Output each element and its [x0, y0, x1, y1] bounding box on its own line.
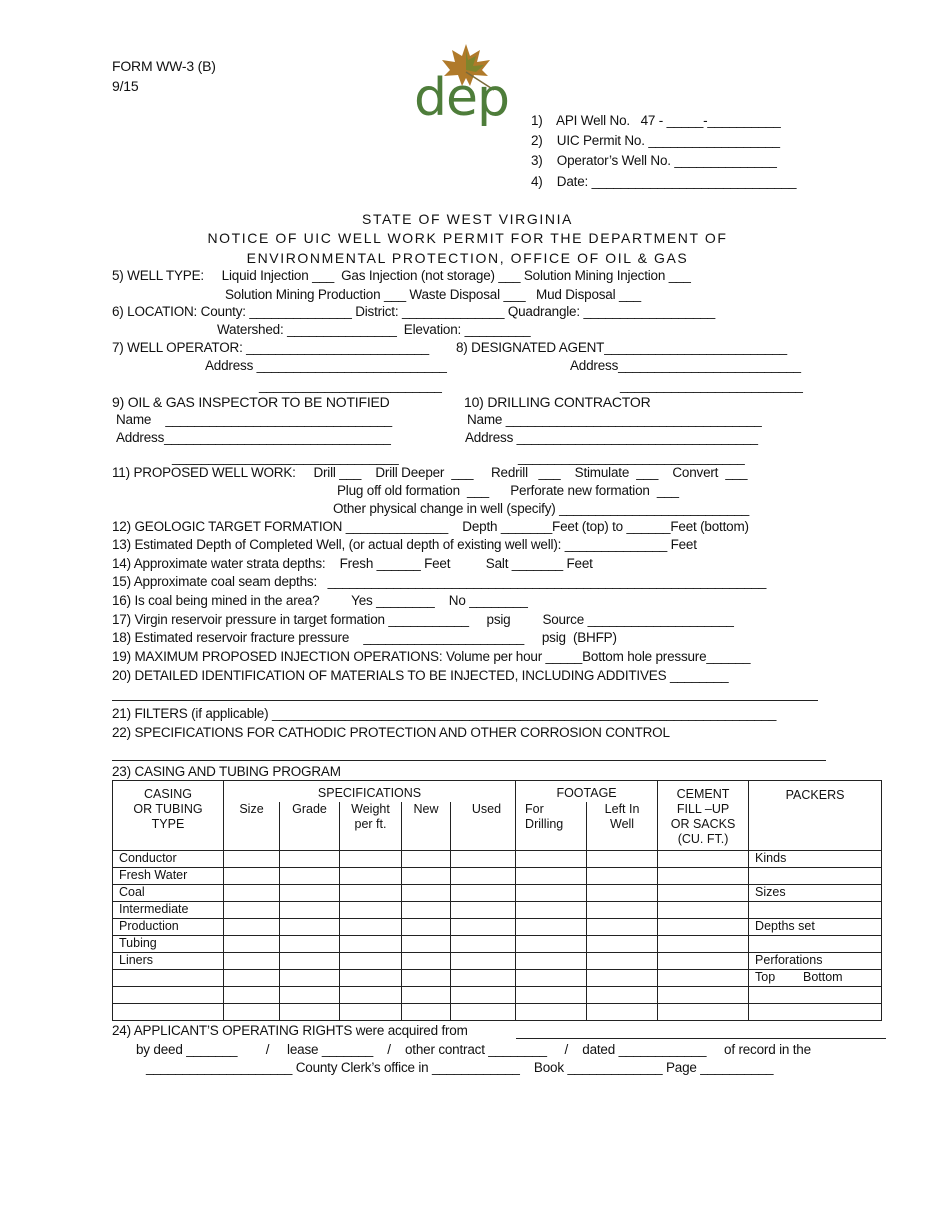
packers-label[interactable] — [749, 986, 882, 1003]
title-office: ENVIRONMENTAL PROTECTION, OFFICE OF OIL & GAS — [246, 250, 689, 266]
inspector-address-field[interactable]: Address_______________________________ — [116, 430, 391, 445]
well-type-line2[interactable]: Solution Mining Production ___ Waste Disposal ___ Mud Disposal ___ — [225, 287, 641, 302]
dep-logo — [412, 42, 516, 132]
filters-field[interactable]: 21) FILTERS (if applicable) _____________________________________________________________________ — [112, 706, 777, 721]
geologic-target-field[interactable]: 12) GEOLOGIC TARGET FORMATION ______________ Depth _______Feet (top) to ______Feet (bottom) — [112, 519, 749, 534]
header-weight: Weight per ft. — [340, 802, 402, 850]
logo-text: dep — [414, 68, 510, 128]
operator-address-line2[interactable]: _________________________ — [259, 378, 442, 393]
table-row — [113, 901, 882, 918]
max-injection-field[interactable]: 19) MAXIMUM PROPOSED INJECTION OPERATIONS: Volume per hour _____Bottom hole pressure______ — [112, 649, 751, 664]
casing-type-label[interactable] — [113, 986, 224, 1003]
header-cement: CEMENT FILL –UP OR SACKS (CU. FT.) — [658, 781, 749, 851]
location-line2[interactable]: Watershed: _______________ Elevation: _________ — [217, 322, 531, 337]
table-row — [113, 952, 882, 969]
packers-label: Perforations — [749, 952, 882, 969]
well-type-line1[interactable]: 5) WELL TYPE: Liquid Injection ___ Gas Injection (not storage) ___ Solution Mining Injection ___ — [112, 268, 691, 283]
packers-label[interactable] — [749, 867, 882, 884]
contractor-address-line2[interactable]: _______________________________ — [518, 450, 745, 465]
casing-type-label: Conductor — [113, 850, 224, 867]
packers-label[interactable] — [749, 935, 882, 952]
cathodic-protection-heading: 22) SPECIFICATIONS FOR CATHODIC PROTECTION AND OTHER CORROSION CONTROL — [112, 725, 670, 740]
cathodic-blank-line[interactable] — [112, 760, 826, 761]
packers-label[interactable] — [749, 1003, 882, 1020]
table-row — [113, 918, 882, 935]
table-row — [113, 850, 882, 867]
operating-rights-line3[interactable]: ____________________ County Clerk’s office in ____________ Book _____________ Page __________ — [146, 1060, 774, 1075]
header-used: Used — [451, 802, 516, 850]
form-id: FORM WW-3 (B) — [112, 58, 216, 74]
header-new: New — [402, 802, 451, 850]
header-size: Size — [224, 802, 280, 850]
casing-type-label: Production — [113, 918, 224, 935]
header-casing-type: CASING OR TUBING TYPE — [113, 781, 224, 851]
casing-type-label: Intermediate — [113, 901, 224, 918]
casing-type-label[interactable] — [113, 1003, 224, 1020]
drilling-contractor-heading: 10) DRILLING CONTRACTOR — [464, 394, 651, 410]
casing-type-label[interactable] — [113, 969, 224, 986]
virgin-pressure-field[interactable]: 17) Virgin reservoir pressure in target formation ___________ psig Source ____________________ — [112, 612, 734, 627]
operating-rights-label: 24) APPLICANT’S OPERATING RIGHTS were acquired from — [112, 1023, 468, 1038]
contractor-name-field[interactable]: Name ___________________________________ — [467, 412, 762, 427]
header-left-in-well: Left In Well — [587, 802, 658, 850]
header-specifications: SPECIFICATIONS — [224, 781, 516, 803]
header-for-drilling: For Drilling — [516, 802, 587, 850]
inspector-heading: 9) OIL & GAS INSPECTOR TO BE NOTIFIED — [112, 394, 390, 410]
header-grade: Grade — [280, 802, 340, 850]
table-row — [113, 867, 882, 884]
proposed-well-work-line2[interactable]: Plug off old formation ___ Perforate new formation ___ — [337, 483, 679, 498]
header-footage: FOOTAGE — [516, 781, 658, 803]
table-row — [113, 884, 882, 901]
coal-seam-field[interactable]: 15) Approximate coal seam depths: ____________________________________________________________ — [112, 574, 767, 589]
inspector-address-line2[interactable]: _______________________________ — [172, 450, 399, 465]
water-strata-field[interactable]: 14) Approximate water strata depths: Fresh ______ Feet Salt _______ Feet — [112, 556, 593, 571]
estimated-depth-field[interactable]: 13) Estimated Depth of Completed Well, (or actual depth of existing well well): ______________ Feet — [112, 537, 697, 552]
agent-address-field[interactable]: Address_________________________ — [570, 358, 801, 373]
inspector-name-field[interactable]: Name _______________________________ — [116, 412, 392, 427]
title-state: STATE OF WEST VIRGINIA — [362, 211, 573, 227]
proposed-well-work-line3[interactable]: Other physical change in well (specify) __________________________ — [333, 501, 750, 516]
title-notice: NOTICE OF UIC WELL WORK PERMIT FOR THE DEPARTMENT OF — [207, 230, 728, 246]
table-row — [113, 1003, 882, 1020]
form-revision: 9/15 — [112, 78, 139, 94]
agent-address-line2[interactable]: _________________________ — [620, 378, 803, 393]
packers-label[interactable] — [749, 901, 882, 918]
materials-blank-line[interactable] — [112, 700, 818, 701]
api-well-no-field[interactable]: 1) API Well No. 47 - _____-__________ — [531, 113, 781, 128]
proposed-well-work-line1[interactable]: 11) PROPOSED WELL WORK: Drill ___ Drill Deeper ___ Redrill ___ Stimulate ___ Convert ___ — [112, 465, 748, 480]
location-line1[interactable]: 6) LOCATION: County: ______________ District: ______________ Quadrangle: __________________ — [112, 304, 716, 319]
casing-tubing-table — [112, 780, 882, 1021]
packers-label: Kinds — [749, 850, 882, 867]
operator-address-field[interactable]: Address __________________________ — [205, 358, 447, 373]
packers-label: Depths set — [749, 918, 882, 935]
operating-rights-blank-line[interactable] — [516, 1038, 886, 1039]
packers-label: Top Bottom — [749, 969, 882, 986]
operators-well-no-field[interactable]: 3) Operator’s Well No. ______________ — [531, 153, 777, 168]
date-field[interactable]: 4) Date: ____________________________ — [531, 174, 797, 189]
casing-type-label: Liners — [113, 952, 224, 969]
contractor-address-field[interactable]: Address _________________________________ — [465, 430, 758, 445]
uic-permit-no-field[interactable]: 2) UIC Permit No. __________________ — [531, 133, 780, 148]
header-packers: PACKERS — [749, 781, 882, 851]
casing-type-label: Tubing — [113, 935, 224, 952]
table-row — [113, 935, 882, 952]
packers-label: Sizes — [749, 884, 882, 901]
designated-agent-field[interactable]: 8) DESIGNATED AGENT_________________________ — [456, 340, 787, 355]
materials-injected-field[interactable]: 20) DETAILED IDENTIFICATION OF MATERIALS TO BE INJECTED, INCLUDING ADDITIVES ________ — [112, 668, 729, 683]
casing-type-label: Fresh Water — [113, 867, 224, 884]
table-row — [113, 969, 882, 986]
coal-mined-field[interactable]: 16) Is coal being mined in the area? Yes ________ No ________ — [112, 593, 528, 608]
operating-rights-line2[interactable]: by deed _______ / lease _______ / other contract ________ / dated ____________ of record in the — [136, 1042, 811, 1057]
well-operator-field[interactable]: 7) WELL OPERATOR: _________________________ — [112, 340, 429, 355]
casing-program-heading: 23) CASING AND TUBING PROGRAM — [112, 764, 341, 779]
casing-type-label: Coal — [113, 884, 224, 901]
table-row — [113, 986, 882, 1003]
fracture-pressure-field[interactable]: 18) Estimated reservoir fracture pressure ______________________ psig (BHFP) — [112, 630, 617, 645]
